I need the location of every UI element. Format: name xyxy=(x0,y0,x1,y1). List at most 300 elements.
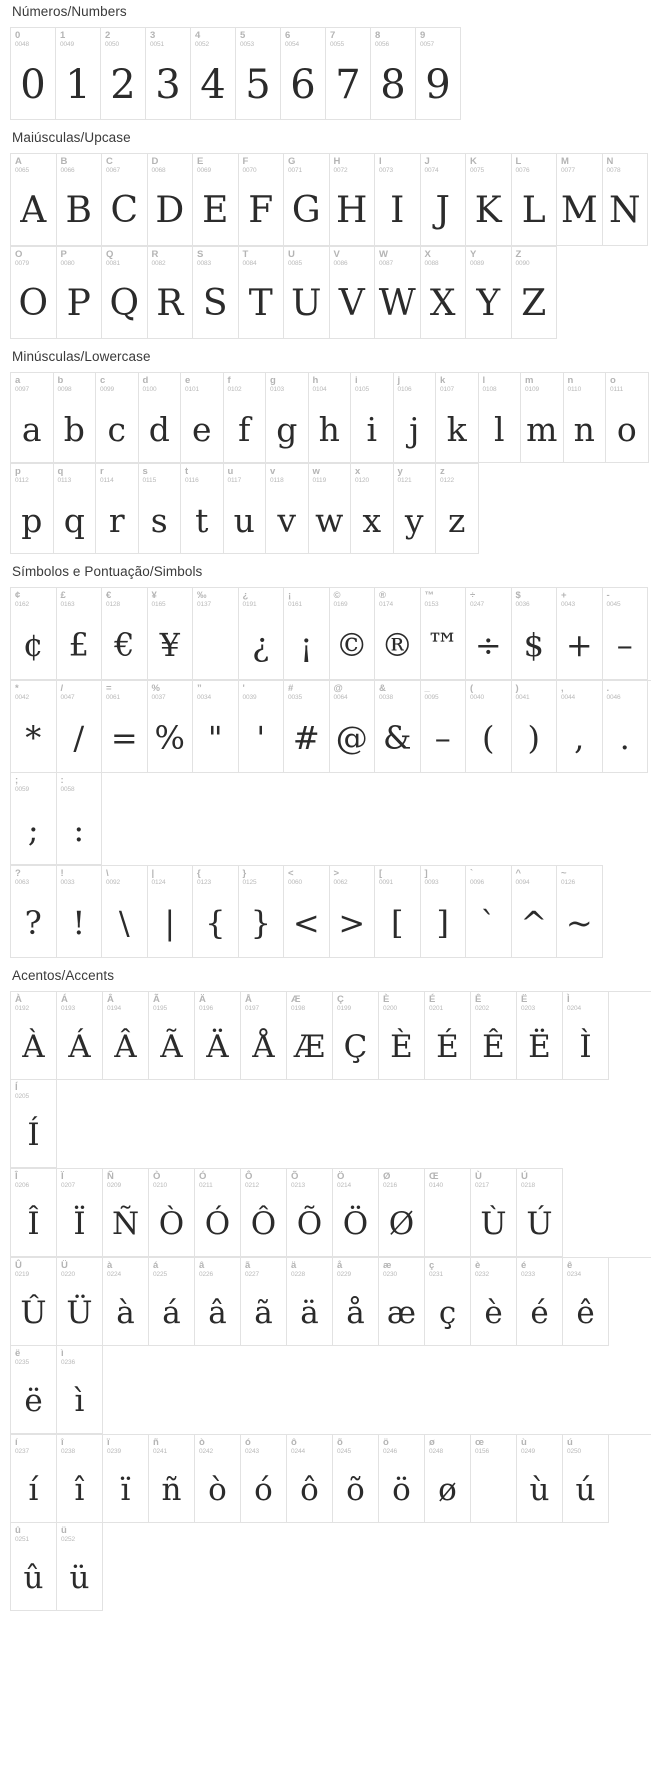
glyph-code-label: 0226 xyxy=(199,1271,214,1278)
glyph-char-label: ; xyxy=(15,775,19,786)
glyph-cell[interactable] xyxy=(148,588,194,680)
glyph-cell[interactable] xyxy=(309,373,352,463)
glyph-cell[interactable] xyxy=(57,773,103,865)
glyph-meta xyxy=(603,154,648,177)
glyph-cell[interactable] xyxy=(11,1258,57,1346)
glyph-cell[interactable] xyxy=(102,866,148,958)
glyph-sample: i xyxy=(366,409,378,449)
glyph-meta xyxy=(224,464,266,487)
glyph-cell[interactable] xyxy=(466,866,512,958)
glyph-meta xyxy=(471,1258,516,1281)
glyph-cell[interactable] xyxy=(11,681,57,773)
glyph-code-label: 0233 xyxy=(521,1271,536,1278)
glyph-cell[interactable] xyxy=(241,1169,287,1257)
glyph-code-label: 0245 xyxy=(337,1448,352,1455)
glyph-cell[interactable] xyxy=(471,1169,517,1257)
glyph-char-label: J xyxy=(424,156,430,167)
glyph-cell[interactable] xyxy=(266,373,309,463)
glyph-sample: € xyxy=(114,626,135,664)
glyph-sample: F xyxy=(248,190,274,231)
glyph-meta xyxy=(512,681,557,704)
glyph-cell[interactable] xyxy=(351,464,394,554)
glyph-cell[interactable] xyxy=(471,992,517,1080)
glyph-cell[interactable] xyxy=(416,28,461,120)
glyph-code-label: 0060 xyxy=(288,879,303,886)
glyph-cell[interactable] xyxy=(333,1435,379,1523)
glyph-sample: C xyxy=(110,190,139,231)
glyph-sample: l xyxy=(493,409,505,449)
glyph-cell[interactable] xyxy=(57,1523,103,1611)
glyph-code-label: 0081 xyxy=(106,260,121,267)
glyph-code-label: 0108 xyxy=(482,386,497,393)
glyph-cell[interactable] xyxy=(330,866,376,958)
glyph-sample: n xyxy=(573,409,595,449)
glyph-grid xyxy=(10,372,649,463)
glyph-cell[interactable] xyxy=(139,373,182,463)
glyph-sample: d xyxy=(148,409,170,449)
glyph-sample: j xyxy=(409,409,420,449)
glyph-meta xyxy=(103,1435,148,1458)
glyph-code-label: 0104 xyxy=(312,386,327,393)
glyph-cell[interactable] xyxy=(102,247,148,339)
glyph-cell[interactable] xyxy=(11,373,54,463)
glyph-cell[interactable] xyxy=(11,247,57,339)
glyph-cell[interactable] xyxy=(54,464,97,554)
glyph-cell[interactable] xyxy=(517,1169,563,1257)
glyph-code-label: 0089 xyxy=(470,260,485,267)
glyph-cell[interactable] xyxy=(521,373,564,463)
glyph-cell[interactable] xyxy=(57,1346,103,1434)
glyph-sample: Ü xyxy=(66,1294,93,1331)
glyph-code-label: 0236 xyxy=(61,1359,76,1366)
glyph-cell[interactable] xyxy=(379,1435,425,1523)
glyph-cell[interactable] xyxy=(379,1258,425,1346)
glyph-cell[interactable] xyxy=(11,1523,57,1611)
glyph-cell[interactable] xyxy=(11,1169,57,1257)
glyph-meta xyxy=(425,1169,470,1192)
glyph-char-label: : xyxy=(60,775,64,786)
glyph-code-label: 0162 xyxy=(15,601,30,608)
glyph-cell[interactable] xyxy=(236,28,281,120)
glyph-cell[interactable] xyxy=(195,1258,241,1346)
glyph-cell[interactable] xyxy=(330,247,376,339)
glyph-cell[interactable] xyxy=(375,247,421,339)
glyph-char-label: i xyxy=(355,375,358,386)
glyph-cell[interactable] xyxy=(195,992,241,1080)
glyph-cell[interactable] xyxy=(57,992,103,1080)
glyph-cell[interactable] xyxy=(239,588,285,680)
glyph-meta xyxy=(103,1258,148,1281)
glyph-cell[interactable] xyxy=(148,154,194,246)
glyph-cell[interactable] xyxy=(149,1169,195,1257)
glyph-cell[interactable] xyxy=(517,992,563,1080)
glyph-cell[interactable] xyxy=(394,373,437,463)
glyph-cell[interactable] xyxy=(56,28,101,120)
glyph-cell[interactable] xyxy=(195,1169,241,1257)
glyph-cell[interactable] xyxy=(96,464,139,554)
glyph-meta xyxy=(333,1258,378,1281)
glyph-cell[interactable] xyxy=(371,28,416,120)
glyph-cell[interactable] xyxy=(512,247,558,339)
glyph-meta xyxy=(466,588,511,611)
glyph-char-label: y xyxy=(397,466,403,477)
glyph-code-label: 0211 xyxy=(199,1182,213,1189)
glyph-cell[interactable] xyxy=(191,28,236,120)
glyph-cell[interactable] xyxy=(512,588,558,680)
glyph-cell[interactable] xyxy=(517,1258,563,1346)
glyph-cell[interactable] xyxy=(54,373,97,463)
glyph-meta xyxy=(557,588,602,611)
glyph-cell[interactable] xyxy=(193,588,239,680)
glyph-code-label: 0086 xyxy=(333,260,348,267)
glyph-cell[interactable] xyxy=(284,681,330,773)
glyph-cell[interactable] xyxy=(148,866,194,958)
glyph-code-label: 0153 xyxy=(424,601,439,608)
glyph-cell[interactable] xyxy=(239,247,285,339)
glyph-char-label: ! xyxy=(60,868,64,879)
glyph-code-label: 0230 xyxy=(383,1271,398,1278)
glyph-cell[interactable] xyxy=(375,588,421,680)
glyph-cell[interactable] xyxy=(241,1435,287,1523)
glyph-cell[interactable] xyxy=(379,992,425,1080)
glyph-cell[interactable] xyxy=(421,247,467,339)
glyph-cell[interactable] xyxy=(436,464,479,554)
glyph-cell[interactable] xyxy=(181,373,224,463)
glyph-cell[interactable] xyxy=(606,373,649,463)
glyph-sample: a xyxy=(21,409,42,449)
glyph-cell[interactable] xyxy=(11,1346,57,1434)
glyph-cell[interactable] xyxy=(103,992,149,1080)
glyph-cell[interactable] xyxy=(239,866,285,958)
glyph-meta xyxy=(11,1346,56,1369)
glyph-cell[interactable] xyxy=(11,992,57,1080)
glyph-char-label: Ê xyxy=(475,994,482,1005)
glyph-code-label: 0050 xyxy=(105,41,120,48)
glyph-char-label: ® xyxy=(379,590,386,601)
glyph-char-label: g xyxy=(270,375,276,386)
glyph-meta xyxy=(330,866,375,889)
glyph-cell[interactable] xyxy=(193,154,239,246)
glyph-cell[interactable] xyxy=(330,681,376,773)
glyph-meta xyxy=(102,866,147,889)
glyph-meta xyxy=(149,1169,194,1192)
glyph-cell[interactable] xyxy=(425,1258,471,1346)
glyph-cell[interactable] xyxy=(241,992,287,1080)
glyph-cell[interactable] xyxy=(557,866,603,958)
glyph-meta xyxy=(557,681,602,704)
glyph-cell[interactable] xyxy=(557,588,603,680)
glyph-meta xyxy=(326,28,370,51)
glyph-cell[interactable] xyxy=(193,866,239,958)
glyph-code-label: 0075 xyxy=(470,167,485,174)
glyph-cell[interactable] xyxy=(557,681,603,773)
glyph-cell[interactable] xyxy=(351,373,394,463)
glyph-cell[interactable] xyxy=(375,154,421,246)
glyph-sample: { xyxy=(205,904,226,942)
glyph-meta xyxy=(375,588,420,611)
glyph-cell[interactable] xyxy=(284,247,330,339)
glyph-sample: î xyxy=(74,1471,85,1508)
glyph-sample: ö xyxy=(392,1471,411,1508)
glyph-sample: A xyxy=(20,190,47,231)
glyph-cell[interactable] xyxy=(57,588,103,680)
glyph-char-label: ä xyxy=(291,1260,297,1271)
glyph-char-label: s xyxy=(142,466,148,477)
glyph-meta xyxy=(603,681,648,704)
glyph-cell[interactable] xyxy=(512,154,558,246)
glyph-cell[interactable] xyxy=(421,588,467,680)
glyph-cell[interactable] xyxy=(309,464,352,554)
glyph-meta xyxy=(416,28,460,51)
glyph-char-label: ø xyxy=(429,1437,435,1448)
glyph-meta xyxy=(287,1258,332,1281)
glyph-cell[interactable] xyxy=(102,681,148,773)
glyph-char-label: % xyxy=(151,683,160,694)
glyph-cell[interactable] xyxy=(284,154,330,246)
glyph-cell[interactable] xyxy=(57,247,103,339)
glyph-meta xyxy=(96,373,138,396)
glyph-cell[interactable] xyxy=(57,154,103,246)
glyph-char-label: F xyxy=(242,156,249,167)
glyph-meta xyxy=(57,1435,102,1458)
glyph-char-label: ` xyxy=(470,868,474,879)
glyph-cell[interactable] xyxy=(11,1080,57,1168)
glyph-cell[interactable] xyxy=(512,866,558,958)
glyph-cell[interactable] xyxy=(471,1435,517,1523)
glyph-cell[interactable] xyxy=(149,992,195,1080)
glyph-cell[interactable] xyxy=(181,464,224,554)
glyph-cell[interactable] xyxy=(326,28,371,120)
glyph-cell[interactable] xyxy=(287,992,333,1080)
glyph-code-label: 0113 xyxy=(57,477,72,484)
glyph-meta xyxy=(11,681,56,704)
glyph-meta xyxy=(241,1435,286,1458)
glyph-cell[interactable] xyxy=(284,588,330,680)
glyph-cell[interactable] xyxy=(421,681,467,773)
glyph-cell[interactable] xyxy=(103,1258,149,1346)
glyph-sample: p xyxy=(21,500,43,540)
glyph-cell[interactable] xyxy=(241,1258,287,1346)
glyph-sample: ? xyxy=(24,904,42,942)
glyph-sample: & xyxy=(383,719,412,757)
glyph-code-label: 0057 xyxy=(420,41,435,48)
glyph-sample: $ xyxy=(523,626,544,664)
glyph-cell[interactable] xyxy=(148,247,194,339)
glyph-char-label: . xyxy=(606,683,610,694)
glyph-cell[interactable] xyxy=(11,154,57,246)
glyph-cell[interactable] xyxy=(603,588,649,680)
glyph-cell[interactable] xyxy=(394,464,437,554)
glyph-cell[interactable] xyxy=(149,1258,195,1346)
glyph-cell[interactable] xyxy=(148,681,194,773)
glyph-meta xyxy=(57,154,102,177)
glyph-cell[interactable] xyxy=(436,373,479,463)
glyph-meta xyxy=(139,464,181,487)
glyph-sample: ë xyxy=(24,1382,43,1419)
glyph-char-label: } xyxy=(242,868,247,879)
glyph-code-label: 0046 xyxy=(606,694,621,701)
glyph-cell[interactable] xyxy=(281,28,326,120)
glyph-cell[interactable] xyxy=(603,154,649,246)
glyph-cell[interactable] xyxy=(557,154,603,246)
glyph-meta xyxy=(479,373,521,396)
glyph-char-label: 9 xyxy=(420,30,426,41)
glyph-cell[interactable] xyxy=(375,681,421,773)
glyph-cell[interactable] xyxy=(103,1169,149,1257)
glyph-cell[interactable] xyxy=(333,1169,379,1257)
glyph-char-label: _ xyxy=(424,683,430,694)
glyph-cell[interactable] xyxy=(11,866,57,958)
glyph-meta xyxy=(181,373,223,396)
glyph-cell[interactable] xyxy=(287,1169,333,1257)
glyph-cell[interactable] xyxy=(195,1435,241,1523)
glyph-cell[interactable] xyxy=(466,247,512,339)
glyph-code-label: 0101 xyxy=(185,386,200,393)
glyph-char-label: h xyxy=(312,375,319,386)
glyph-sample: Ù xyxy=(480,1205,507,1242)
glyph-cell[interactable] xyxy=(284,866,330,958)
glyph-cell[interactable] xyxy=(425,1435,471,1523)
glyph-meta xyxy=(517,1169,562,1192)
glyph-cell[interactable] xyxy=(421,154,467,246)
glyph-cell[interactable] xyxy=(466,154,512,246)
glyph-cell[interactable] xyxy=(379,1169,425,1257)
glyph-char-label: â xyxy=(199,1260,205,1271)
glyph-char-label: ã xyxy=(245,1260,251,1271)
glyph-cell[interactable] xyxy=(239,154,285,246)
glyph-char-label: 5 xyxy=(240,30,246,41)
glyph-cell[interactable] xyxy=(375,866,421,958)
glyph-meta xyxy=(284,154,329,177)
glyph-char-label: T xyxy=(242,249,249,260)
glyph-cell[interactable] xyxy=(425,1169,471,1257)
glyph-cell[interactable] xyxy=(146,28,191,120)
glyph-cell[interactable] xyxy=(330,588,376,680)
glyph-meta xyxy=(284,247,329,270)
glyph-sample: D xyxy=(155,190,185,231)
glyph-sample: + xyxy=(565,626,593,664)
glyph-cell[interactable] xyxy=(11,1435,57,1523)
glyph-cell[interactable] xyxy=(266,464,309,554)
glyph-sample: © xyxy=(335,626,368,664)
glyph-cell[interactable] xyxy=(330,154,376,246)
glyph-code-label: 0227 xyxy=(245,1271,260,1278)
glyph-cell[interactable] xyxy=(224,373,267,463)
glyph-meta xyxy=(103,992,148,1015)
glyph-char-label: f xyxy=(227,375,231,386)
glyph-sample: û xyxy=(23,1559,44,1596)
glyph-meta xyxy=(603,588,648,611)
glyph-meta xyxy=(224,373,266,396)
glyph-cell[interactable] xyxy=(102,588,148,680)
glyph-cell[interactable] xyxy=(421,866,467,958)
glyph-cell[interactable] xyxy=(57,1258,103,1346)
glyph-cell[interactable] xyxy=(563,1435,609,1523)
glyph-meta xyxy=(287,992,332,1015)
glyph-char-label: v xyxy=(270,466,276,477)
glyph-meta xyxy=(148,681,193,704)
glyph-cell[interactable] xyxy=(425,992,471,1080)
glyph-cell[interactable] xyxy=(57,1169,103,1257)
glyph-code-label: 0112 xyxy=(15,477,29,484)
glyph-code-label: 0244 xyxy=(291,1448,306,1455)
glyph-cell[interactable] xyxy=(101,28,146,120)
glyph-code-label: 0118 xyxy=(270,477,284,484)
glyph-code-label: 0115 xyxy=(142,477,157,484)
glyph-code-label: 0039 xyxy=(242,694,257,701)
glyph-cell[interactable] xyxy=(333,992,379,1080)
glyph-char-label: Y xyxy=(470,249,477,260)
glyph-cell[interactable] xyxy=(96,373,139,463)
glyph-sample: 3 xyxy=(155,62,181,108)
glyph-meta xyxy=(375,247,420,270)
glyph-cell[interactable] xyxy=(466,681,512,773)
glyph-sample: y xyxy=(404,500,424,540)
glyph-cell[interactable] xyxy=(193,681,239,773)
glyph-cell[interactable] xyxy=(103,1435,149,1523)
glyph-sample: U xyxy=(291,283,322,324)
glyph-sample: W xyxy=(378,283,416,324)
glyph-sample: Â xyxy=(114,1028,137,1065)
glyph-char-label: b xyxy=(57,375,64,386)
glyph-cell[interactable] xyxy=(102,154,148,246)
glyph-cell[interactable] xyxy=(466,588,512,680)
glyph-meta xyxy=(146,28,190,51)
glyph-cell[interactable] xyxy=(333,1258,379,1346)
glyph-meta xyxy=(375,681,420,704)
glyph-cell[interactable] xyxy=(57,1435,103,1523)
glyph-cell[interactable] xyxy=(149,1435,195,1523)
glyph-sample: Ó xyxy=(204,1205,231,1242)
glyph-sample: , xyxy=(574,719,585,757)
glyph-cell[interactable] xyxy=(57,681,103,773)
glyph-code-label: 0033 xyxy=(60,879,75,886)
glyph-cell[interactable] xyxy=(11,773,57,865)
glyph-cell[interactable] xyxy=(239,681,285,773)
glyph-cell[interactable] xyxy=(564,373,607,463)
glyph-meta xyxy=(57,1346,102,1369)
glyph-char-label: K xyxy=(470,156,477,167)
glyph-cell[interactable] xyxy=(563,992,609,1080)
glyph-char-label: G xyxy=(288,156,296,167)
glyph-cell[interactable] xyxy=(512,681,558,773)
glyph-meta xyxy=(421,154,466,177)
glyph-cell[interactable] xyxy=(139,464,182,554)
glyph-code-label: 0070 xyxy=(242,167,257,174)
glyph-char-label: I xyxy=(379,156,382,167)
glyph-char-label: M xyxy=(561,156,569,167)
glyph-cell[interactable] xyxy=(11,464,54,554)
glyph-code-label: 0047 xyxy=(60,694,75,701)
glyph-cell[interactable] xyxy=(471,1258,517,1346)
glyph-cell[interactable] xyxy=(479,373,522,463)
glyph-code-label: 0045 xyxy=(606,601,621,608)
glyph-cell[interactable] xyxy=(517,1435,563,1523)
glyph-cell[interactable] xyxy=(193,247,239,339)
glyph-cell[interactable] xyxy=(57,866,103,958)
glyph-char-label: ï xyxy=(107,1437,110,1448)
glyph-cell[interactable] xyxy=(11,28,56,120)
glyph-cell[interactable] xyxy=(11,588,57,680)
glyph-cell[interactable] xyxy=(287,1435,333,1523)
glyph-sample: 0 xyxy=(20,62,46,108)
glyph-code-label: 0064 xyxy=(333,694,348,701)
glyph-cell[interactable] xyxy=(563,1258,609,1346)
glyph-grid xyxy=(10,1168,563,1257)
glyph-cell[interactable] xyxy=(287,1258,333,1346)
glyph-cell[interactable] xyxy=(224,464,267,554)
glyph-cell[interactable] xyxy=(603,681,649,773)
